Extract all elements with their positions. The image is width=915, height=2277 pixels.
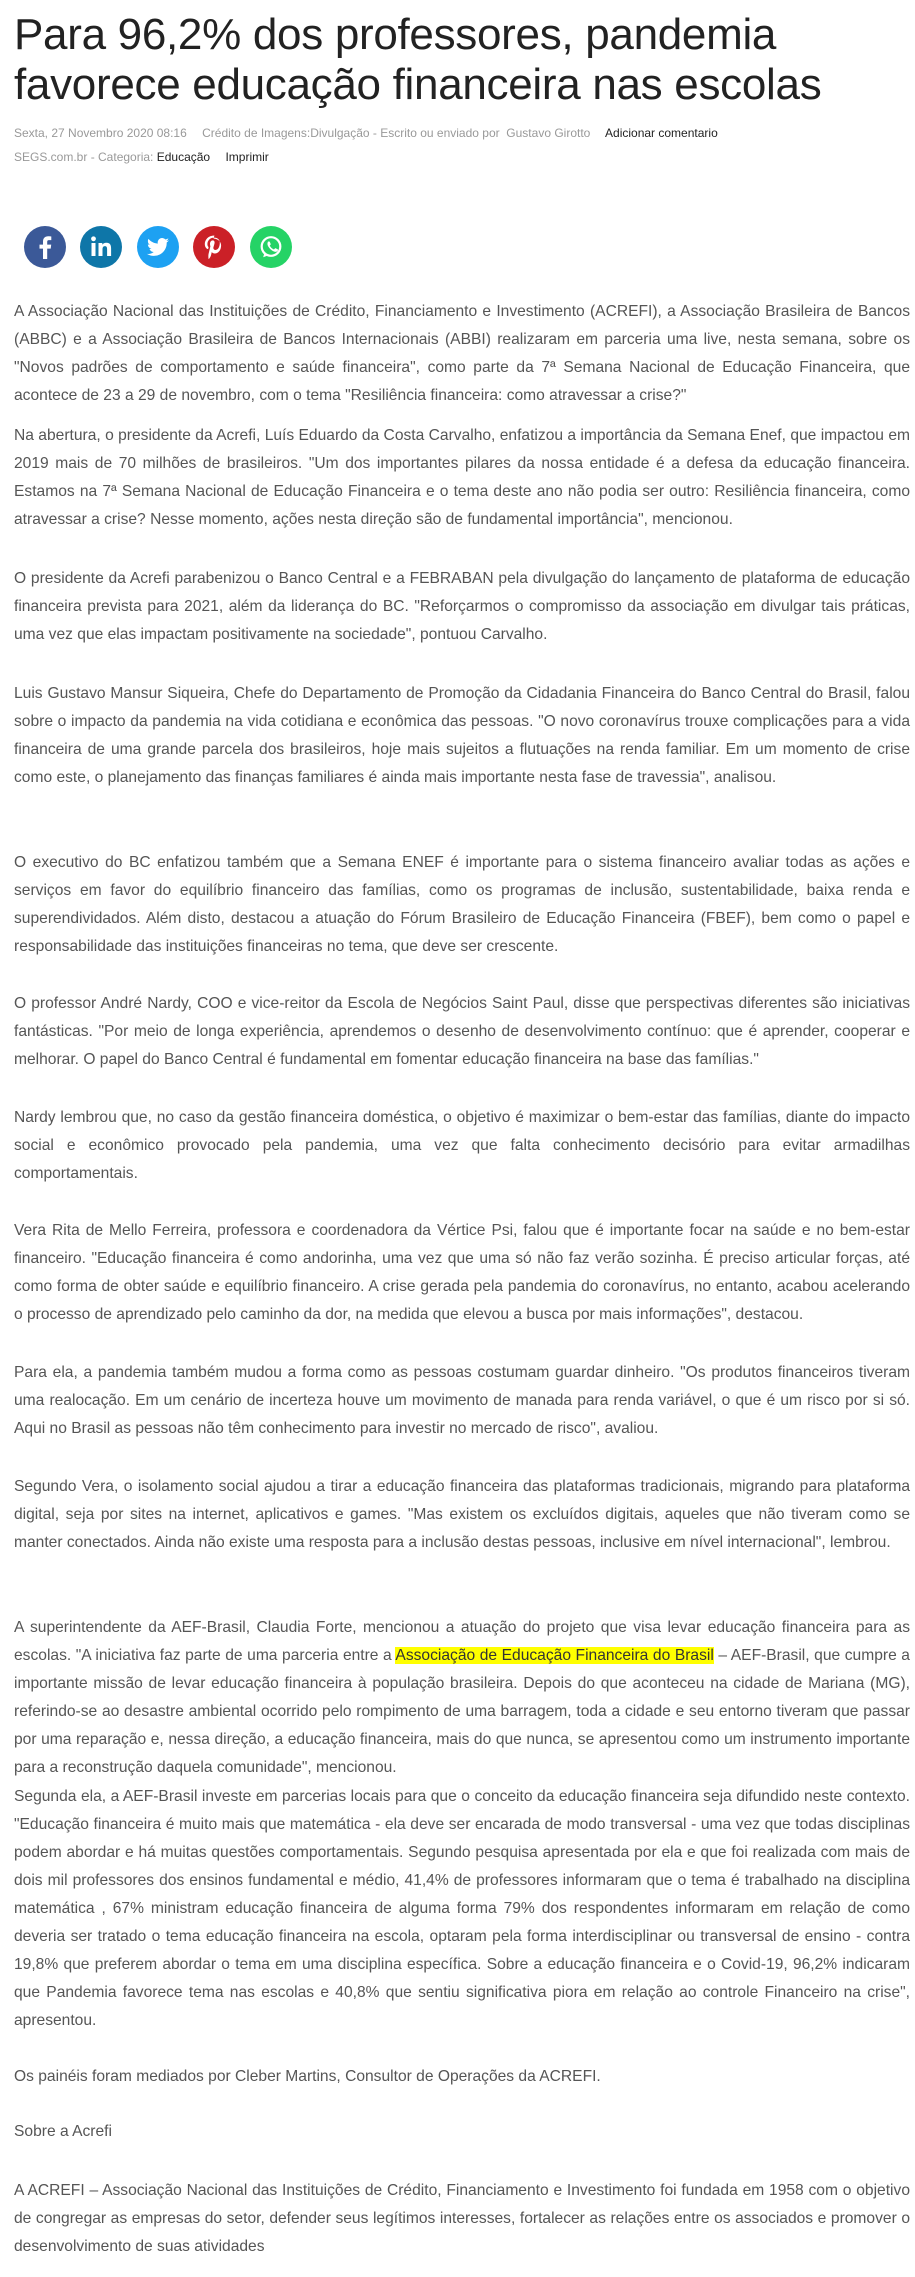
paragraph: O presidente da Acrefi parabenizou o Banco Central e a FEBRABAN pela divulgação do lançamento de plataforma de educação financeira prevista para 2021, além da liderança do BC. "Reforçarmos o compromisso da associação em divulgar tais práticas, uma vez que elas impactam positivamente na sociedade", pontuou Carvalho. [14, 570, 910, 643]
paragraph: Segunda ela, a AEF-Brasil investe em parcerias locais para que o conceito da educação financeira seja difundido neste contexto. "Educação financeira é muito mais que matemática - ela deve ser encarada de modo transversal - uma vez que todas disciplinas podem abordar e há muitas questões comportamentais. Segundo pesquisa apresentada por ela e que foi realizada com mais de dois mil professores dos ensinos fundamental e médio, 41,4% de professores informaram que o tema é trabalhado na disciplina matemática , 67% ministram educação financeira de alguma forma 79% dos respondentes informaram em relação de como deveria ser tratado o tema educação financeira na escola, optaram pela forma interdisciplinar ou transversal de ensino - contra 19,8% que preferem abordar o tema em uma disciplina específica. Sobre a educação financeira e o Covid-19, 96,2% indicaram que Pandemia favorece tema nas escolas e 40,8% que sentiu significativa piora em relação ao controle Financeiro na crise", apresentou. [14, 1788, 910, 2029]
facebook-share-button[interactable] [24, 226, 66, 268]
linkedin-share-button[interactable] [80, 226, 122, 268]
pinterest-icon [193, 226, 235, 268]
highlighted-organization: Associação de Educação Financeira do Brasil [395, 1647, 714, 1664]
category-link[interactable]: Educação [156, 150, 211, 164]
paragraph [14, 1614, 910, 1782]
credit-label: Crédito de Imagens: [202, 126, 311, 140]
paragraph: A ACREFI – Associação Nacional das Instituições de Crédito, Financiamento e Investimento foi fundada em 1958 com o objetivo de congregar as empresas do setor, defender seus legítimos interesses, fortalecer as relações entre os associados e promover o desenvolvimento de suas atividades [14, 2182, 910, 2255]
paragraph: Os painéis foram mediados por Cleber Martins, Consultor de Operações da ACREFI. [14, 2068, 601, 2085]
credit-value: Divulgação - Escrito ou enviado por [310, 126, 500, 140]
paragraph: Segundo Vera, o isolamento social ajudou a tirar a educação financeira das plataformas tradicionais, migrando para plataforma digital, seja por sites na internet, aplicativos e games. "Mas existem os excluídos digitais, aqueles que não tiveram como se manter conectados. Ainda não existe uma resposta para a inclusão destas pessoas, inclusive em nível internacional", lembrou. [14, 1478, 910, 1551]
paragraph: Nardy lembrou que, no caso da gestão financeira doméstica, o objetivo é maximizar o bem-estar das famílias, diante do impacto social e econômico provocado pela pandemia, uma vez que falta conhecimento decisório para evitar armadilhas comportamentais. [14, 1109, 910, 1182]
author-name: Gustavo Girotto [506, 126, 591, 140]
paragraph: A Associação Nacional das Instituições de Crédito, Financiamento e Investimento (ACREFI), a Associação Brasileira de Bancos (ABBC) e a Associação Brasileira de Bancos Internacionais (ABBI) realizaram em parceria uma live, nesta semana, sobre os "Novos padrões de comportamento e saúde financeira", como parte da 7ª Semana Nacional de Educação Financeira, que acontece de 23 a 29 de novembro, com o tema "Resiliência financeira: como atravessar a crise?" [14, 303, 910, 404]
article-category-row [14, 150, 269, 164]
article-meta [14, 126, 718, 140]
paragraph: Luis Gustavo Mansur Siqueira, Chefe do Departamento de Promoção da Cidadania Financeira do Banco Central do Brasil, falou sobre o impacto da pandemia na vida cotidiana e econômica das pessoas. "O novo coronavírus trouxe complicações para a vida financeira de uma grande parcela dos brasileiros, hoje mais sujeitos a flutuações na renda familiar. Em um momento de crise como este, o planejamento das finanças familiares é ainda mais importante nesta fase de travessia", analisou. [14, 685, 910, 786]
linkedin-icon [80, 226, 122, 268]
page-title: Para 96,2% dos professores, pandemia favorece educação financeira nas escolas [14, 10, 822, 109]
publish-date: Sexta, 27 Novembro 2020 08:16 [14, 126, 187, 140]
add-comment-link[interactable]: Adicionar comentario [605, 126, 718, 140]
whatsapp-icon [250, 226, 292, 268]
twitter-icon [137, 226, 179, 268]
social-share-bar [24, 226, 302, 272]
paragraph-text: A superintendente da AEF-Brasil, Claudia Forte, mencionou a atuação do projeto que visa levar educação financeira para as escolas. "A iniciativa faz parte de uma parceria entre a [14, 1619, 910, 1664]
site-category-label: SEGS.com.br - Categoria: [14, 150, 154, 164]
whatsapp-share-button[interactable] [250, 226, 292, 268]
paragraph: Vera Rita de Mello Ferreira, professora e coordenadora da Vértice Psi, falou que é importante focar na saúde e no bem-estar financeiro. "Educação financeira é como andorinha, uma vez que uma só não faz verão sozinha. É preciso articular forças, até como forma de obter saúde e equilíbrio financeiro. A crise gerada pela pandemia do coronavírus, no entanto, acabou acelerando o processo de aprendizado pelo caminho da dor, na medida que elevou a busca por mais informações", destacou. [14, 1222, 910, 1323]
pinterest-share-button[interactable] [193, 226, 235, 268]
section-heading: Sobre a Acrefi [14, 2123, 112, 2140]
paragraph: Para ela, a pandemia também mudou a forma como as pessoas costumam guardar dinheiro. "Os produtos financeiros tiveram uma realocação. Em um cenário de incerteza houve um movimento de manada para renda variável, o que é um risco por si só. Aqui no Brasil as pessoas não têm conhecimento para investir no mercado de risco", avaliou. [14, 1364, 910, 1437]
twitter-share-button[interactable] [137, 226, 179, 268]
paragraph: O executivo do BC enfatizou também que a Semana ENEF é importante para o sistema financeiro avaliar todas as ações e serviços em favor do equilíbrio financeiro das famílias, como os programas de inclusão, sustentabilidade, baixa renda e superendividados. Além disto, destacou a atuação do Fórum Brasileiro de Educação Financeira (FBEF), bem como o papel e responsabilidade das instituições financeiras no tema, que deve ser crescente. [14, 854, 910, 955]
facebook-icon [24, 226, 66, 268]
paragraph-text: – AEF-Brasil, que cumpre a importante missão de levar educação financeira à população brasileira. Depois do que aconteceu na cidade de Mariana (MG), referindo-se ao desastre ambiental ocorrido pelo rompimento de uma barragem, toda a cidade e seu entorno tiveram que passar por uma reparação e, nessa direção, a educação financeira, mais do que nunca, se apresentou como um instrumento importante para a reconstrução daquela comunidade", mencionou. [14, 1647, 910, 1776]
paragraph: O professor André Nardy, COO e vice-reitor da Escola de Negócios Saint Paul, disse que perspectivas diferentes são iniciativas fantásticas. "Por meio de longa experiência, aprendemos o desenho de desenvolvimento contínuo: que é aprender, cooperar e melhorar. O papel do Banco Central é fundamental em fomentar educação financeira na base das famílias." [14, 995, 910, 1068]
paragraph: Na abertura, o presidente da Acrefi, Luís Eduardo da Costa Carvalho, enfatizou a importância da Semana Enef, que impactou em 2019 mais de 70 milhões de brasileiros. "Um dos importantes pilares da nossa entidade é a defesa da educação financeira. Estamos na 7ª Semana Nacional de Educação Financeira e o tema deste ano não podia ser outro: Resiliência financeira, como atravessar a crise? Nesse momento, ações nesta direção são de fundamental importância", mencionou. [14, 427, 910, 528]
print-link[interactable]: Imprimir [225, 150, 269, 164]
